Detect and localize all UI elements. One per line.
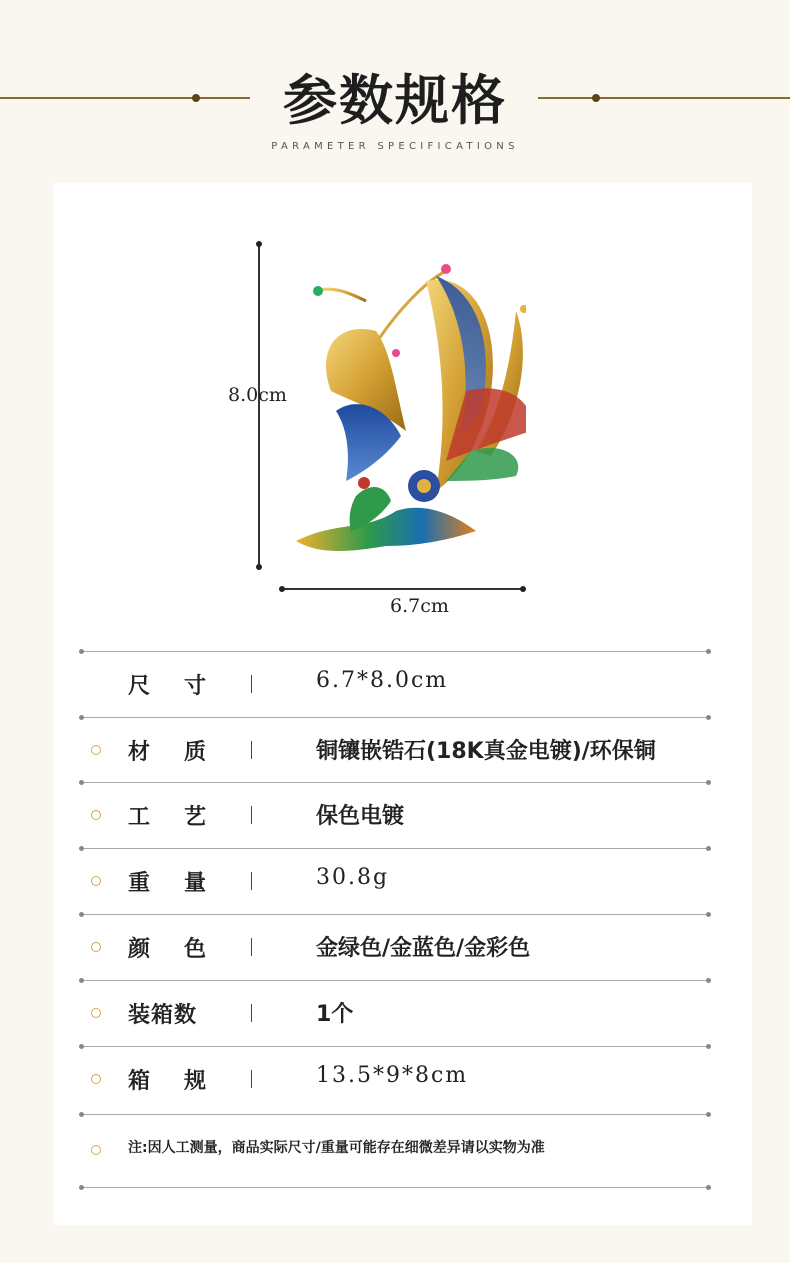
height-label: 8.0cm: [228, 384, 287, 406]
spec-value-craft: 保色电镀: [316, 804, 405, 829]
spec-label-craft: 工 艺: [128, 805, 206, 830]
bullet-icon: [91, 876, 101, 886]
bullet-icon: [91, 1145, 101, 1155]
spec-value-box-size: 13.5*9*8cm: [316, 1063, 469, 1088]
bullet-icon: [91, 810, 101, 820]
bullet-icon: [91, 1008, 101, 1018]
spec-row-color: [0, 914, 790, 980]
spec-separator-bar: [251, 872, 252, 890]
spec-label-weight: 重 量: [128, 871, 206, 896]
spec-label-size: 尺 寸: [128, 674, 206, 699]
page-subtitle: PARAMETER SPECIFICATIONS: [271, 141, 519, 152]
spec-value-box-quantity: 1个: [316, 1002, 354, 1027]
spec-label-color: 颜 色: [128, 937, 206, 962]
spec-separator-bar: [251, 675, 252, 693]
spec-row-box-quantity: [0, 980, 790, 1046]
spec-value-color: 金绿色/金蓝色/金彩色: [316, 936, 531, 961]
spec-row-material: [0, 717, 790, 783]
spec-row-weight: [0, 848, 790, 914]
spec-separator-bar: [251, 1070, 252, 1088]
spec-row-craft: [0, 782, 790, 848]
spec-separator-bar: [251, 938, 252, 956]
width-label: 6.7cm: [390, 595, 449, 617]
bullet-icon: [91, 942, 101, 952]
page-title: 参数规格: [283, 69, 507, 132]
spec-separator-bar: [251, 1004, 252, 1022]
spec-separator-bar: [251, 806, 252, 824]
measurement-note: 注:因人工测量，商品实际尺寸/重量可能存在细微差异请以实物为准: [128, 1140, 545, 1156]
spec-label-box-quantity: 装箱数: [128, 1003, 198, 1028]
spec-separator-bar: [251, 741, 252, 759]
spec-row-box-size: [0, 1046, 790, 1112]
bullet-icon: [91, 745, 101, 755]
spec-value-weight: 30.8g: [316, 865, 390, 890]
spec-divider: [81, 1114, 709, 1115]
spec-row-size: [0, 651, 790, 717]
spec-label-material: 材 质: [128, 740, 206, 765]
bullet-icon: [91, 1074, 101, 1084]
spec-value-material: 铜镶嵌锆石(18K真金电镀)/环保铜: [316, 739, 656, 764]
spec-label-box-size: 箱 规: [128, 1069, 206, 1094]
spec-divider: [81, 1187, 709, 1188]
spec-value-size: 6.7*8.0cm: [316, 668, 449, 693]
